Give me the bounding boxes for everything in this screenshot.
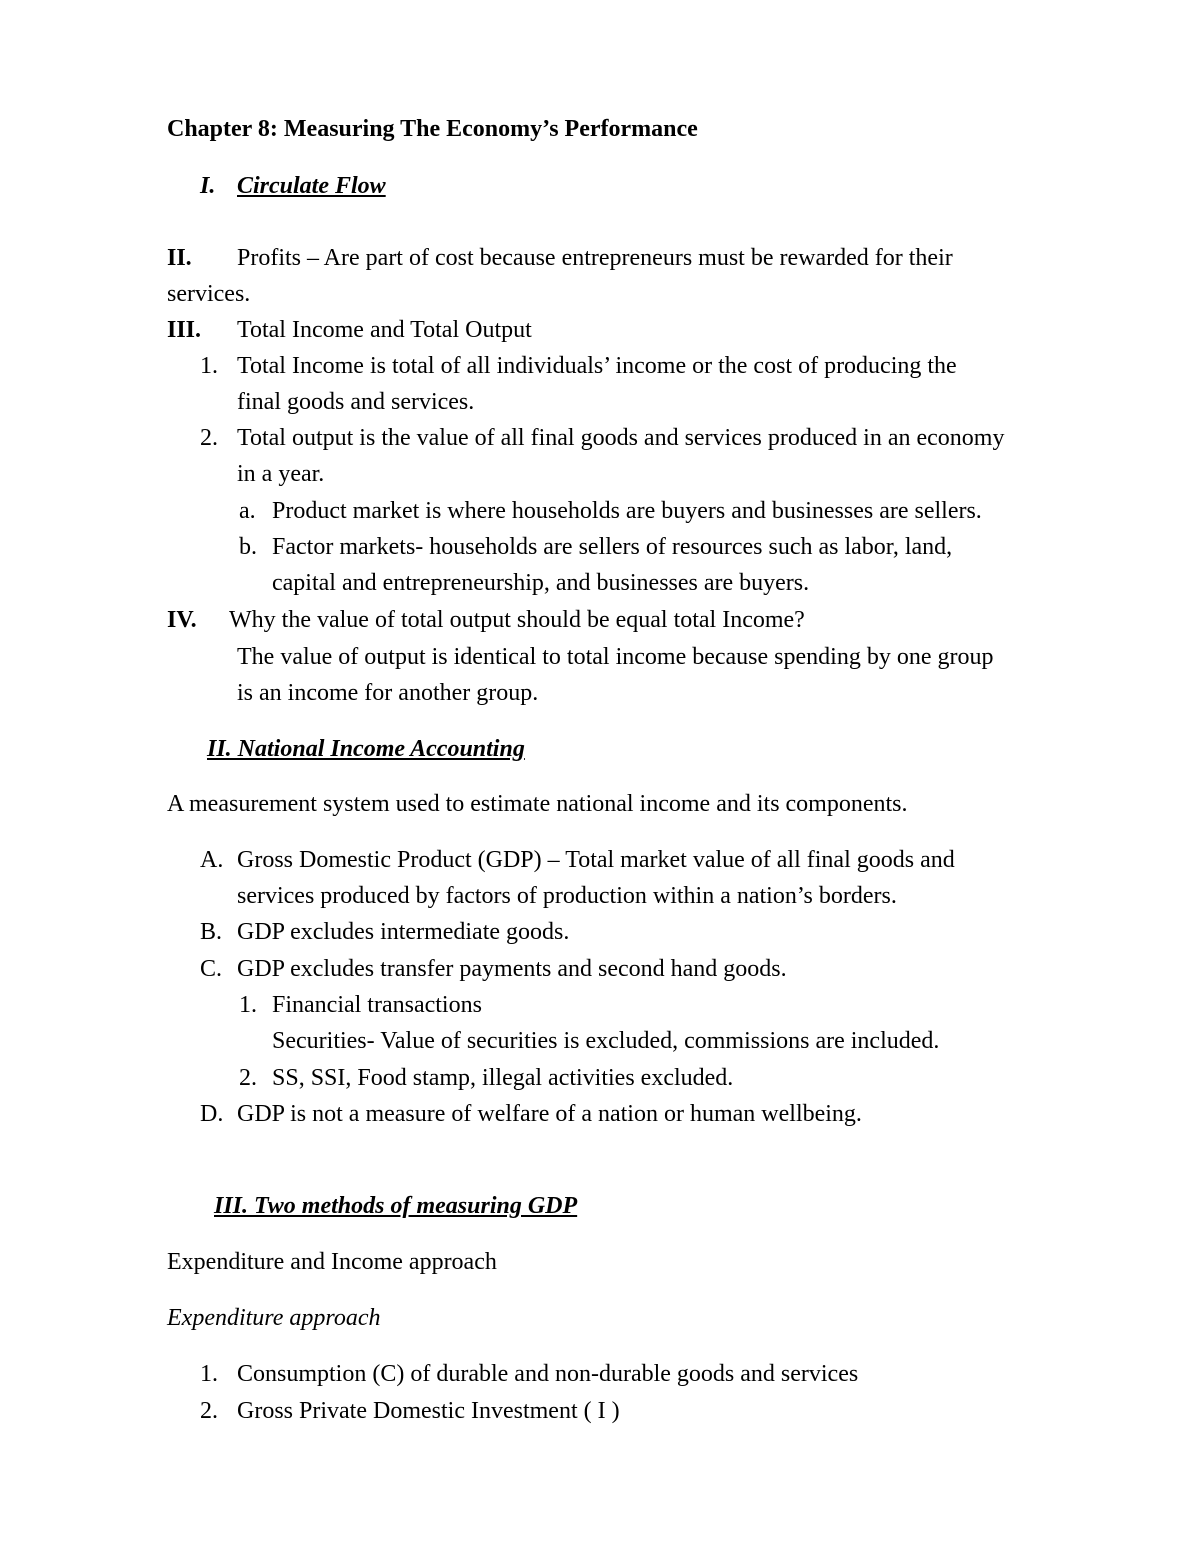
- section-heading: Circulate Flow: [237, 173, 386, 199]
- list-marker: III.: [167, 317, 202, 343]
- paragraph: Expenditure and Income approach: [167, 1249, 497, 1275]
- list-item-text: Gross Private Domestic Investment ( I ): [237, 1398, 620, 1424]
- list-item-text: is an income for another group.: [237, 680, 539, 706]
- list-item-text: Consumption (C) of durable and non-durable goods and services: [237, 1361, 859, 1387]
- paragraph: A measurement system used to estimate national income and its components.: [167, 791, 908, 817]
- subheading: Expenditure approach: [167, 1305, 381, 1331]
- list-item-text: The value of output is identical to total income because spending by one group: [237, 644, 994, 670]
- list-marker: II.: [167, 245, 192, 271]
- section-number: I.: [200, 173, 216, 199]
- list-item-text: Factor markets- households are sellers of resources such as labor, land,: [272, 534, 953, 560]
- list-marker: 1.: [200, 1361, 218, 1387]
- list-item-text: Total Income is total of all individuals’ income or the cost of producing the: [237, 353, 957, 379]
- list-item-text: services produced by factors of production within a nation’s borders.: [237, 883, 897, 909]
- list-item-text: Total output is the value of all final goods and services produced in an economy: [237, 425, 1005, 451]
- list-marker: b.: [239, 534, 257, 560]
- list-marker: IV.: [167, 607, 197, 633]
- list-marker: B.: [200, 919, 223, 945]
- list-item-text: GDP excludes intermediate goods.: [237, 919, 570, 945]
- list-marker: C.: [200, 956, 223, 982]
- list-item-text: capital and entrepreneurship, and businesses are buyers.: [272, 570, 810, 596]
- list-item-text: in a year.: [237, 461, 325, 487]
- list-item-text: Financial transactions: [272, 992, 482, 1018]
- list-item-text: Securities- Value of securities is excluded, commissions are included.: [272, 1028, 940, 1054]
- list-item-text: Product market is where households are buyers and businesses are sellers.: [272, 498, 982, 524]
- list-marker: 1.: [200, 353, 218, 379]
- list-marker: 2.: [200, 425, 218, 451]
- list-marker: 2.: [200, 1398, 218, 1424]
- list-item-text: Why the value of total output should be equal total Income?: [229, 607, 805, 633]
- list-marker: A.: [200, 847, 224, 873]
- list-item-text: GDP is not a measure of welfare of a nation or human wellbeing.: [237, 1101, 862, 1127]
- page-title: Chapter 8: Measuring The Economy’s Performance: [167, 116, 698, 142]
- list-item-text: GDP excludes transfer payments and second hand goods.: [237, 956, 787, 982]
- list-item-text: final goods and services.: [237, 389, 475, 415]
- list-marker: a.: [239, 498, 256, 524]
- list-item-text: Profits – Are part of cost because entrepreneurs must be rewarded for their: [237, 245, 953, 271]
- list-marker: D.: [200, 1101, 224, 1127]
- list-item-text: Gross Domestic Product (GDP) – Total market value of all final goods and: [237, 847, 955, 873]
- list-marker: 1.: [239, 992, 257, 1018]
- section-heading: II. National Income Accounting: [207, 736, 525, 762]
- list-item-text: SS, SSI, Food stamp, illegal activities excluded.: [272, 1065, 734, 1091]
- list-item-text: services.: [167, 281, 251, 307]
- list-item-text: Total Income and Total Output: [237, 317, 532, 343]
- section-heading: III. Two methods of measuring GDP: [214, 1193, 578, 1219]
- list-marker: 2.: [239, 1065, 257, 1091]
